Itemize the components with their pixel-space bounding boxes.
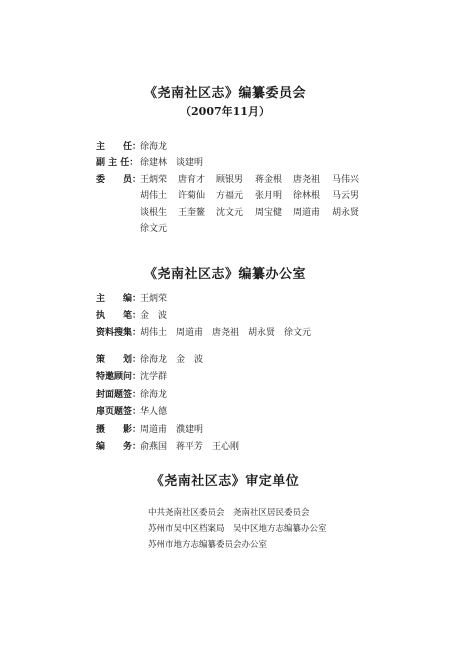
credit-label: 主 编：	[96, 294, 142, 304]
member-name: 顾银男	[216, 175, 244, 185]
credit-label: 编 务：	[96, 442, 142, 452]
credit-value: 徐海龙	[140, 389, 168, 400]
member-name: 唐育才	[178, 175, 206, 185]
credit-label: 封面题签：	[96, 389, 142, 400]
member-name: 胡永贤	[332, 208, 360, 218]
member-name: 张月明	[255, 191, 283, 201]
committee-title: 《尧南社区志》编纂委员会	[143, 86, 306, 101]
director-value: 徐海龙	[140, 142, 168, 152]
vice-director-label: 副 主 任：	[96, 158, 139, 168]
member-name: 胡伟土	[140, 191, 168, 201]
credit-value: 华人德	[140, 407, 168, 418]
review-unit: 苏州市吴中区档案局 吴中区地方志编纂办公室	[148, 524, 327, 534]
office-title: 《尧南社区志》编纂办公室	[143, 267, 306, 282]
credit-label: 特邀顾问：	[96, 372, 142, 383]
director-label: 主 任：	[96, 142, 142, 152]
review-title: 《尧南社区志》审定单位	[150, 474, 300, 489]
credit-value: 俞燕国 蒋平芳 王心刚	[140, 442, 240, 452]
credit-value: 徐海龙 金 波	[140, 355, 204, 365]
member-name: 唐尧祖	[293, 175, 321, 185]
committee-date: （2007年11月）	[180, 105, 270, 118]
member-name: 周宝健	[255, 208, 283, 218]
credit-value: 王炳荣	[140, 294, 168, 304]
credit-label: 摄 影：	[96, 424, 142, 435]
member-name: 方福元	[216, 191, 244, 201]
credit-label: 策 划：	[96, 355, 142, 365]
member-name: 徐文元	[140, 224, 168, 234]
credit-label: 执 笔：	[96, 311, 142, 321]
credit-value: 周道甫 濮建明	[140, 424, 204, 435]
members-label: 委 员：	[96, 175, 142, 185]
credit-value: 金 波	[140, 311, 168, 321]
vice-director-value: 徐建林 谈建明	[140, 158, 204, 168]
member-name: 王炳荣	[140, 175, 168, 185]
credit-value: 胡伟土 周道甫 唐尧祖 胡永贤 徐文元	[140, 328, 312, 338]
member-name: 马云男	[332, 191, 360, 201]
member-name: 谈根生	[140, 208, 168, 218]
member-name: 徐林根	[293, 191, 321, 201]
member-name: 马伟兴	[332, 175, 360, 185]
review-unit: 苏州市地方志编纂委员会办公室	[148, 540, 268, 550]
review-unit: 中共尧南社区委员会 尧南社区居民委员会	[148, 508, 310, 518]
member-name: 沈文元	[216, 208, 244, 218]
credit-label: 资料搜集：	[96, 328, 142, 338]
member-name: 蒋金根	[255, 175, 283, 185]
credit-value: 沈学群	[140, 372, 168, 383]
member-name: 许菊仙	[178, 191, 206, 201]
member-name: 王奎鳌	[178, 208, 206, 218]
member-name: 周道甫	[293, 208, 321, 218]
credit-label: 扉页题签：	[96, 407, 142, 418]
